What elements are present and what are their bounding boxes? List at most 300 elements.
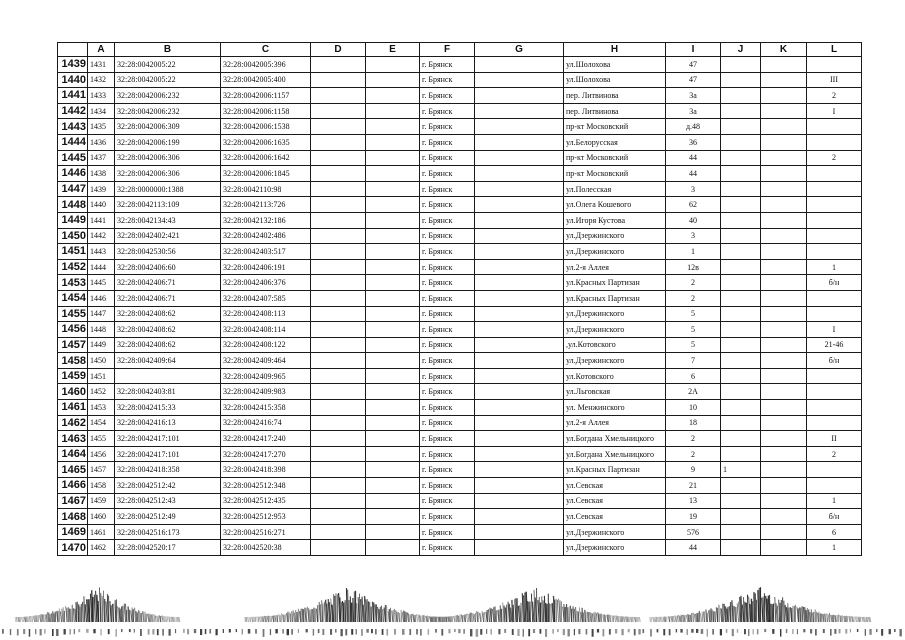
cell-c[interactable]: 32:28:0042406:376 bbox=[221, 275, 311, 291]
cell-c[interactable]: 32:28:0042406:191 bbox=[221, 259, 311, 275]
cell-e[interactable] bbox=[366, 134, 420, 150]
cell-l[interactable] bbox=[807, 244, 862, 260]
cell-h[interactable]: ул.Дзержинского bbox=[564, 353, 666, 369]
cell-j[interactable] bbox=[721, 150, 761, 166]
cell-a[interactable]: 1456 bbox=[88, 446, 115, 462]
cell-j[interactable]: 1 bbox=[721, 462, 761, 478]
cell-e[interactable] bbox=[366, 431, 420, 447]
cell-a[interactable]: 1435 bbox=[88, 119, 115, 135]
cell-b[interactable]: 32:28:0000000:1388 bbox=[115, 181, 221, 197]
cell-h[interactable]: ул.Дзержинского bbox=[564, 322, 666, 338]
row-number[interactable]: 1459 bbox=[58, 368, 88, 384]
cell-d[interactable] bbox=[311, 431, 366, 447]
cell-d[interactable] bbox=[311, 244, 366, 260]
column-header-j[interactable]: J bbox=[721, 43, 761, 57]
cell-a[interactable]: 1450 bbox=[88, 353, 115, 369]
cell-h[interactable]: ул.Белорусская bbox=[564, 134, 666, 150]
row-number[interactable]: 1468 bbox=[58, 509, 88, 525]
cell-i[interactable]: 2 bbox=[666, 290, 721, 306]
row-number[interactable]: 1447 bbox=[58, 181, 88, 197]
cell-c[interactable]: 32:28:0042417:270 bbox=[221, 446, 311, 462]
cell-k[interactable] bbox=[761, 119, 807, 135]
cell-f[interactable]: г. Брянск bbox=[420, 462, 475, 478]
cell-d[interactable] bbox=[311, 446, 366, 462]
cell-i[interactable]: 44 bbox=[666, 540, 721, 556]
row-number[interactable]: 1464 bbox=[58, 446, 88, 462]
cell-d[interactable] bbox=[311, 259, 366, 275]
cell-f[interactable]: г. Брянск bbox=[420, 478, 475, 494]
cell-c[interactable]: 32:28:0042006:1158 bbox=[221, 103, 311, 119]
cell-h[interactable]: пр-кт Московский bbox=[564, 166, 666, 182]
cell-l[interactable] bbox=[807, 384, 862, 400]
cell-b[interactable]: 32:28:0042406:60 bbox=[115, 259, 221, 275]
cell-g[interactable] bbox=[475, 72, 564, 88]
cell-f[interactable]: г. Брянск bbox=[420, 88, 475, 104]
cell-e[interactable] bbox=[366, 88, 420, 104]
cell-k[interactable] bbox=[761, 478, 807, 494]
cell-f[interactable]: г. Брянск bbox=[420, 400, 475, 416]
cell-a[interactable]: 1451 bbox=[88, 368, 115, 384]
cell-a[interactable]: 1443 bbox=[88, 244, 115, 260]
cell-k[interactable] bbox=[761, 150, 807, 166]
row-number[interactable]: 1463 bbox=[58, 431, 88, 447]
cell-j[interactable] bbox=[721, 322, 761, 338]
cell-k[interactable] bbox=[761, 540, 807, 556]
cell-j[interactable] bbox=[721, 212, 761, 228]
cell-k[interactable] bbox=[761, 384, 807, 400]
row-number[interactable]: 1460 bbox=[58, 384, 88, 400]
cell-g[interactable] bbox=[475, 478, 564, 494]
cell-b[interactable]: 32:28:0042408:62 bbox=[115, 306, 221, 322]
cell-f[interactable]: г. Брянск bbox=[420, 493, 475, 509]
cell-b[interactable]: 32:28:0042006:232 bbox=[115, 103, 221, 119]
cell-c[interactable]: 32:28:0042409:983 bbox=[221, 384, 311, 400]
cell-c[interactable]: 32:28:0042516:271 bbox=[221, 524, 311, 540]
cell-h[interactable]: ул.Дзержинского bbox=[564, 306, 666, 322]
cell-k[interactable] bbox=[761, 290, 807, 306]
cell-a[interactable]: 1433 bbox=[88, 88, 115, 104]
cell-e[interactable] bbox=[366, 462, 420, 478]
cell-g[interactable] bbox=[475, 88, 564, 104]
cell-j[interactable] bbox=[721, 431, 761, 447]
cell-k[interactable] bbox=[761, 88, 807, 104]
cell-g[interactable] bbox=[475, 290, 564, 306]
row-number[interactable]: 1449 bbox=[58, 212, 88, 228]
cell-e[interactable] bbox=[366, 306, 420, 322]
cell-a[interactable]: 1455 bbox=[88, 431, 115, 447]
cell-j[interactable] bbox=[721, 166, 761, 182]
cell-b[interactable]: 32:28:0042006:199 bbox=[115, 134, 221, 150]
cell-c[interactable]: 32:28:0042512:435 bbox=[221, 493, 311, 509]
cell-c[interactable]: 32:28:0042512:953 bbox=[221, 509, 311, 525]
cell-c[interactable]: 32:28:0042409:464 bbox=[221, 353, 311, 369]
row-number[interactable]: 1469 bbox=[58, 524, 88, 540]
cell-i[interactable]: 62 bbox=[666, 197, 721, 213]
cell-h[interactable]: ул.Дзержинского bbox=[564, 244, 666, 260]
cell-b[interactable]: 32:28:0042416:13 bbox=[115, 415, 221, 431]
cell-e[interactable] bbox=[366, 166, 420, 182]
cell-l[interactable] bbox=[807, 415, 862, 431]
column-header-b[interactable]: B bbox=[115, 43, 221, 57]
cell-a[interactable]: 1438 bbox=[88, 166, 115, 182]
cell-l[interactable]: 1 bbox=[807, 259, 862, 275]
cell-i[interactable]: д.48 bbox=[666, 119, 721, 135]
cell-h[interactable]: ул.Полесская bbox=[564, 181, 666, 197]
cell-d[interactable] bbox=[311, 524, 366, 540]
row-number[interactable]: 1451 bbox=[58, 244, 88, 260]
cell-b[interactable] bbox=[115, 368, 221, 384]
cell-f[interactable]: г. Брянск bbox=[420, 134, 475, 150]
cell-g[interactable] bbox=[475, 462, 564, 478]
row-number[interactable]: 1456 bbox=[58, 322, 88, 338]
row-number[interactable]: 1445 bbox=[58, 150, 88, 166]
cell-h[interactable]: ул.Севская bbox=[564, 509, 666, 525]
cell-j[interactable] bbox=[721, 478, 761, 494]
cell-h[interactable]: ул.Красных Партизан bbox=[564, 290, 666, 306]
cell-e[interactable] bbox=[366, 103, 420, 119]
cell-c[interactable]: 32:28:0042512:348 bbox=[221, 478, 311, 494]
cell-b[interactable]: 32:28:0042403:81 bbox=[115, 384, 221, 400]
cell-d[interactable] bbox=[311, 181, 366, 197]
cell-a[interactable]: 1457 bbox=[88, 462, 115, 478]
cell-k[interactable] bbox=[761, 493, 807, 509]
corner-header[interactable] bbox=[58, 43, 88, 57]
cell-l[interactable]: I bbox=[807, 103, 862, 119]
cell-b[interactable]: 32:28:0042006:306 bbox=[115, 166, 221, 182]
cell-c[interactable]: 32:28:0042006:1538 bbox=[221, 119, 311, 135]
row-number[interactable]: 1465 bbox=[58, 462, 88, 478]
cell-a[interactable]: 1449 bbox=[88, 337, 115, 353]
column-header-c[interactable]: C bbox=[221, 43, 311, 57]
row-number[interactable]: 1441 bbox=[58, 88, 88, 104]
cell-h[interactable]: ул.2-я Аллея bbox=[564, 415, 666, 431]
cell-b[interactable]: 32:28:0042512:43 bbox=[115, 493, 221, 509]
cell-a[interactable]: 1452 bbox=[88, 384, 115, 400]
cell-l[interactable]: III bbox=[807, 72, 862, 88]
cell-f[interactable]: г. Брянск bbox=[420, 150, 475, 166]
cell-j[interactable] bbox=[721, 275, 761, 291]
cell-c[interactable]: 32:28:0042408:122 bbox=[221, 337, 311, 353]
cell-d[interactable] bbox=[311, 72, 366, 88]
cell-k[interactable] bbox=[761, 166, 807, 182]
cell-a[interactable]: 1445 bbox=[88, 275, 115, 291]
cell-g[interactable] bbox=[475, 384, 564, 400]
cell-b[interactable]: 32:28:0042409:64 bbox=[115, 353, 221, 369]
cell-e[interactable] bbox=[366, 57, 420, 73]
cell-i[interactable]: 47 bbox=[666, 72, 721, 88]
cell-f[interactable]: г. Брянск bbox=[420, 212, 475, 228]
cell-j[interactable] bbox=[721, 88, 761, 104]
cell-k[interactable] bbox=[761, 524, 807, 540]
cell-f[interactable]: г. Брянск bbox=[420, 197, 475, 213]
cell-j[interactable] bbox=[721, 228, 761, 244]
cell-i[interactable]: 18 bbox=[666, 415, 721, 431]
cell-g[interactable] bbox=[475, 181, 564, 197]
cell-f[interactable]: г. Брянск bbox=[420, 446, 475, 462]
cell-e[interactable] bbox=[366, 322, 420, 338]
cell-h[interactable]: ул.Игоря Кустова bbox=[564, 212, 666, 228]
cell-f[interactable]: г. Брянск bbox=[420, 322, 475, 338]
cell-d[interactable] bbox=[311, 166, 366, 182]
column-header-f[interactable]: F bbox=[420, 43, 475, 57]
cell-f[interactable]: г. Брянск bbox=[420, 368, 475, 384]
cell-j[interactable] bbox=[721, 509, 761, 525]
cell-i[interactable]: 5 bbox=[666, 306, 721, 322]
row-number[interactable]: 1467 bbox=[58, 493, 88, 509]
cell-d[interactable] bbox=[311, 150, 366, 166]
cell-h[interactable]: ул.Дзержинского bbox=[564, 524, 666, 540]
cell-f[interactable]: г. Брянск bbox=[420, 259, 475, 275]
row-number[interactable]: 1443 bbox=[58, 119, 88, 135]
cell-d[interactable] bbox=[311, 384, 366, 400]
cell-l[interactable] bbox=[807, 400, 862, 416]
cell-h[interactable]: пер. Литвинова bbox=[564, 103, 666, 119]
cell-a[interactable]: 1437 bbox=[88, 150, 115, 166]
cell-d[interactable] bbox=[311, 212, 366, 228]
cell-b[interactable]: 32:28:0042113:109 bbox=[115, 197, 221, 213]
cell-h[interactable]: пер. Литвинова bbox=[564, 88, 666, 104]
cell-k[interactable] bbox=[761, 446, 807, 462]
cell-l[interactable] bbox=[807, 306, 862, 322]
cell-l[interactable] bbox=[807, 368, 862, 384]
cell-e[interactable] bbox=[366, 509, 420, 525]
cell-j[interactable] bbox=[721, 306, 761, 322]
cell-f[interactable]: г. Брянск bbox=[420, 509, 475, 525]
cell-k[interactable] bbox=[761, 181, 807, 197]
cell-g[interactable] bbox=[475, 368, 564, 384]
cell-h[interactable]: ул.Шолохова bbox=[564, 72, 666, 88]
cell-k[interactable] bbox=[761, 337, 807, 353]
cell-g[interactable] bbox=[475, 337, 564, 353]
cell-b[interactable]: 32:28:0042516:173 bbox=[115, 524, 221, 540]
row-number[interactable]: 1444 bbox=[58, 134, 88, 150]
cell-c[interactable]: 32:28:0042403:517 bbox=[221, 244, 311, 260]
cell-c[interactable]: 32:28:0042417:240 bbox=[221, 431, 311, 447]
cell-h[interactable]: ул.Котовского bbox=[564, 368, 666, 384]
cell-d[interactable] bbox=[311, 509, 366, 525]
row-number[interactable]: 1453 bbox=[58, 275, 88, 291]
cell-k[interactable] bbox=[761, 400, 807, 416]
cell-c[interactable]: 32:28:0042005:400 bbox=[221, 72, 311, 88]
cell-c[interactable]: 32:28:0042006:1635 bbox=[221, 134, 311, 150]
cell-l[interactable]: 21-46 bbox=[807, 337, 862, 353]
cell-l[interactable]: 1 bbox=[807, 493, 862, 509]
cell-i[interactable]: 3 bbox=[666, 181, 721, 197]
cell-a[interactable]: 1444 bbox=[88, 259, 115, 275]
cell-d[interactable] bbox=[311, 103, 366, 119]
row-number[interactable]: 1439 bbox=[58, 57, 88, 73]
cell-d[interactable] bbox=[311, 290, 366, 306]
cell-k[interactable] bbox=[761, 415, 807, 431]
cell-a[interactable]: 1436 bbox=[88, 134, 115, 150]
cell-f[interactable]: г. Брянск bbox=[420, 524, 475, 540]
cell-b[interactable]: 32:28:0042406:71 bbox=[115, 290, 221, 306]
cell-b[interactable]: 32:28:0042406:71 bbox=[115, 275, 221, 291]
cell-e[interactable] bbox=[366, 368, 420, 384]
cell-d[interactable] bbox=[311, 119, 366, 135]
cell-a[interactable]: 1454 bbox=[88, 415, 115, 431]
row-number[interactable]: 1457 bbox=[58, 337, 88, 353]
cell-i[interactable]: 6 bbox=[666, 368, 721, 384]
cell-e[interactable] bbox=[366, 197, 420, 213]
cell-b[interactable]: 32:28:0042417:101 bbox=[115, 446, 221, 462]
cell-j[interactable] bbox=[721, 119, 761, 135]
cell-a[interactable]: 1453 bbox=[88, 400, 115, 416]
cell-h[interactable]: ,ул.Котовского bbox=[564, 337, 666, 353]
cell-j[interactable] bbox=[721, 259, 761, 275]
cell-g[interactable] bbox=[475, 259, 564, 275]
cell-f[interactable]: г. Брянск bbox=[420, 244, 475, 260]
cell-g[interactable] bbox=[475, 493, 564, 509]
cell-l[interactable]: I bbox=[807, 322, 862, 338]
cell-i[interactable]: 10 bbox=[666, 400, 721, 416]
cell-g[interactable] bbox=[475, 166, 564, 182]
cell-h[interactable]: ул.Богдана Хмельницкого bbox=[564, 431, 666, 447]
cell-d[interactable] bbox=[311, 275, 366, 291]
cell-a[interactable]: 1447 bbox=[88, 306, 115, 322]
cell-f[interactable]: г. Брянск bbox=[420, 540, 475, 556]
cell-b[interactable]: 32:28:0042418:358 bbox=[115, 462, 221, 478]
row-number[interactable]: 1458 bbox=[58, 353, 88, 369]
cell-d[interactable] bbox=[311, 57, 366, 73]
cell-g[interactable] bbox=[475, 431, 564, 447]
cell-l[interactable] bbox=[807, 478, 862, 494]
cell-i[interactable]: 40 bbox=[666, 212, 721, 228]
cell-e[interactable] bbox=[366, 478, 420, 494]
cell-j[interactable] bbox=[721, 244, 761, 260]
cell-a[interactable]: 1439 bbox=[88, 181, 115, 197]
cell-k[interactable] bbox=[761, 228, 807, 244]
cell-l[interactable]: б/н bbox=[807, 275, 862, 291]
cell-g[interactable] bbox=[475, 134, 564, 150]
cell-f[interactable]: г. Брянск bbox=[420, 306, 475, 322]
cell-c[interactable]: 32:28:0042408:113 bbox=[221, 306, 311, 322]
cell-k[interactable] bbox=[761, 462, 807, 478]
cell-i[interactable]: 7 bbox=[666, 353, 721, 369]
cell-h[interactable]: ул.2-я Аллея bbox=[564, 259, 666, 275]
cell-a[interactable]: 1459 bbox=[88, 493, 115, 509]
cell-j[interactable] bbox=[721, 103, 761, 119]
cell-e[interactable] bbox=[366, 228, 420, 244]
cell-a[interactable]: 1460 bbox=[88, 509, 115, 525]
cell-j[interactable] bbox=[721, 337, 761, 353]
cell-b[interactable]: 32:28:0042512:49 bbox=[115, 509, 221, 525]
cell-g[interactable] bbox=[475, 103, 564, 119]
cell-c[interactable]: 32:28:0042415:358 bbox=[221, 400, 311, 416]
cell-i[interactable]: 5 bbox=[666, 322, 721, 338]
cell-l[interactable]: 6 bbox=[807, 524, 862, 540]
cell-i[interactable]: 3 bbox=[666, 228, 721, 244]
cell-k[interactable] bbox=[761, 322, 807, 338]
cell-g[interactable] bbox=[475, 119, 564, 135]
cell-a[interactable]: 1431 bbox=[88, 57, 115, 73]
cell-i[interactable]: 44 bbox=[666, 150, 721, 166]
cell-j[interactable] bbox=[721, 400, 761, 416]
cell-j[interactable] bbox=[721, 290, 761, 306]
cell-i[interactable]: 12в bbox=[666, 259, 721, 275]
column-header-a[interactable]: A bbox=[88, 43, 115, 57]
cell-l[interactable]: б/н bbox=[807, 353, 862, 369]
cell-b[interactable]: 32:28:0042417:101 bbox=[115, 431, 221, 447]
cell-e[interactable] bbox=[366, 353, 420, 369]
cell-e[interactable] bbox=[366, 337, 420, 353]
row-number[interactable]: 1454 bbox=[58, 290, 88, 306]
cell-l[interactable] bbox=[807, 57, 862, 73]
cell-i[interactable]: 9 bbox=[666, 462, 721, 478]
cell-i[interactable]: 2 bbox=[666, 275, 721, 291]
cell-l[interactable] bbox=[807, 212, 862, 228]
cell-g[interactable] bbox=[475, 228, 564, 244]
cell-h[interactable]: ул.Богдана Хмельницкого bbox=[564, 446, 666, 462]
cell-f[interactable]: г. Брянск bbox=[420, 290, 475, 306]
cell-e[interactable] bbox=[366, 400, 420, 416]
row-number[interactable]: 1455 bbox=[58, 306, 88, 322]
cell-i[interactable]: 19 bbox=[666, 509, 721, 525]
row-number[interactable]: 1450 bbox=[58, 228, 88, 244]
cell-g[interactable] bbox=[475, 197, 564, 213]
row-number[interactable]: 1448 bbox=[58, 197, 88, 213]
cell-h[interactable]: пр-кт Московский bbox=[564, 150, 666, 166]
cell-c[interactable]: 32:28:0042418:398 bbox=[221, 462, 311, 478]
column-header-d[interactable]: D bbox=[311, 43, 366, 57]
cell-e[interactable] bbox=[366, 275, 420, 291]
cell-e[interactable] bbox=[366, 150, 420, 166]
cell-j[interactable] bbox=[721, 384, 761, 400]
cell-e[interactable] bbox=[366, 540, 420, 556]
cell-g[interactable] bbox=[475, 540, 564, 556]
cell-c[interactable]: 32:28:0042113:726 bbox=[221, 197, 311, 213]
cell-i[interactable]: 21 bbox=[666, 478, 721, 494]
cell-l[interactable]: 2 bbox=[807, 88, 862, 104]
column-header-g[interactable]: G bbox=[475, 43, 564, 57]
cell-f[interactable]: г. Брянск bbox=[420, 431, 475, 447]
cell-g[interactable] bbox=[475, 400, 564, 416]
cell-d[interactable] bbox=[311, 337, 366, 353]
cell-l[interactable]: 2 bbox=[807, 150, 862, 166]
column-header-e[interactable]: E bbox=[366, 43, 420, 57]
cell-b[interactable]: 32:28:0042512:42 bbox=[115, 478, 221, 494]
cell-l[interactable]: б/н bbox=[807, 509, 862, 525]
cell-c[interactable]: 32:28:0042407:585 bbox=[221, 290, 311, 306]
cell-h[interactable]: ул. Менжинского bbox=[564, 400, 666, 416]
cell-d[interactable] bbox=[311, 197, 366, 213]
cell-b[interactable]: 32:28:0042415:33 bbox=[115, 400, 221, 416]
cell-d[interactable] bbox=[311, 400, 366, 416]
cell-f[interactable]: г. Брянск bbox=[420, 228, 475, 244]
cell-b[interactable]: 32:28:0042005:22 bbox=[115, 72, 221, 88]
cell-b[interactable]: 32:28:0042005:22 bbox=[115, 57, 221, 73]
cell-e[interactable] bbox=[366, 72, 420, 88]
cell-d[interactable] bbox=[311, 462, 366, 478]
cell-h[interactable]: ул.Красных Партизан bbox=[564, 275, 666, 291]
cell-a[interactable]: 1442 bbox=[88, 228, 115, 244]
cell-l[interactable] bbox=[807, 197, 862, 213]
cell-j[interactable] bbox=[721, 446, 761, 462]
cell-i[interactable]: 2 bbox=[666, 431, 721, 447]
cell-g[interactable] bbox=[475, 353, 564, 369]
cell-f[interactable]: г. Брянск bbox=[420, 415, 475, 431]
cell-f[interactable]: г. Брянск bbox=[420, 57, 475, 73]
cell-h[interactable]: ул.Красных Партизан bbox=[564, 462, 666, 478]
cell-j[interactable] bbox=[721, 134, 761, 150]
cell-k[interactable] bbox=[761, 134, 807, 150]
cell-l[interactable]: 1 bbox=[807, 540, 862, 556]
cell-f[interactable]: г. Брянск bbox=[420, 384, 475, 400]
cell-c[interactable]: 32:28:0042006:1157 bbox=[221, 88, 311, 104]
cell-g[interactable] bbox=[475, 322, 564, 338]
cell-c[interactable]: 32:28:0042408:114 bbox=[221, 322, 311, 338]
cell-f[interactable]: г. Брянск bbox=[420, 337, 475, 353]
